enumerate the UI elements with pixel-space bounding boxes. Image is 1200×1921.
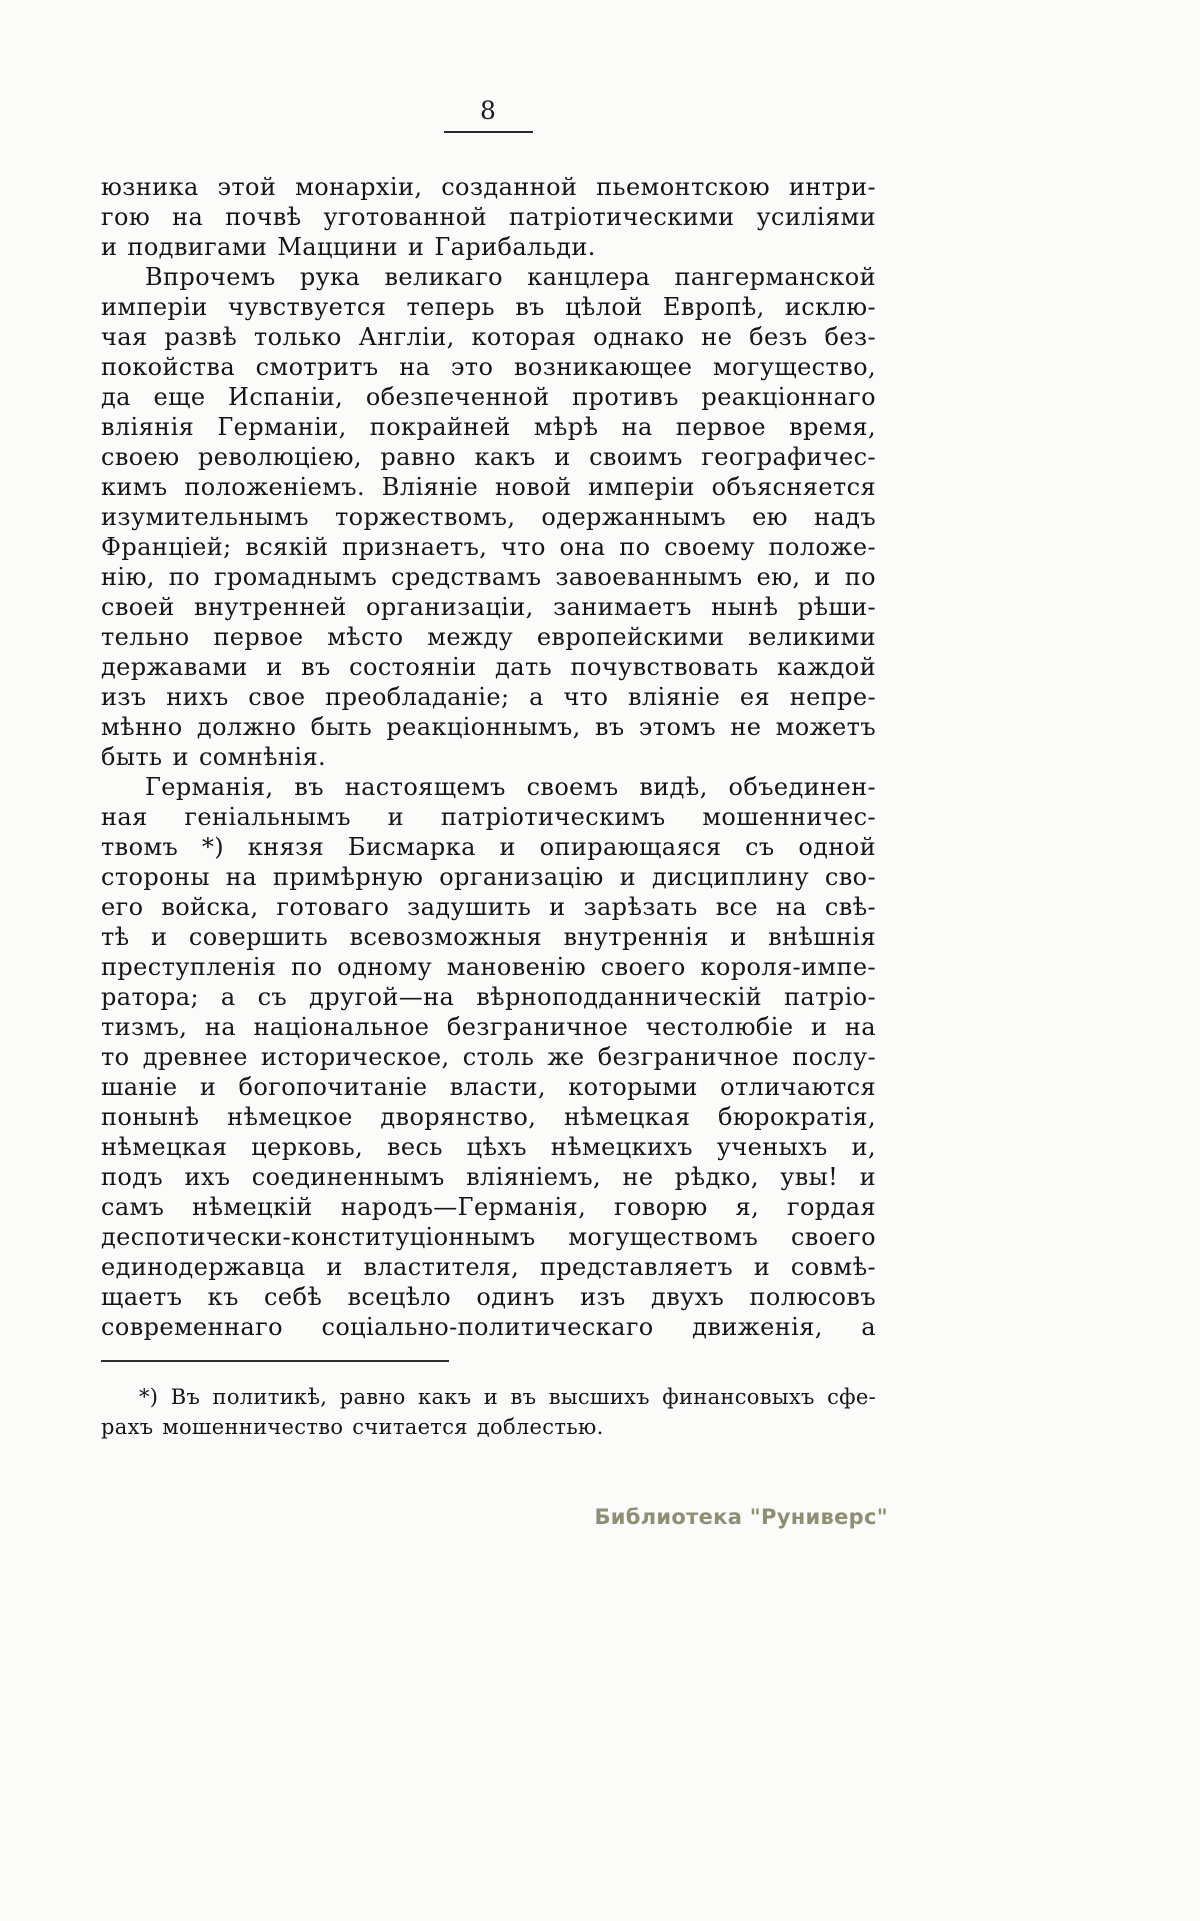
text-line: шаніе и богопочитаніе власти, которыми отличаются — [101, 1073, 876, 1101]
text-line: юзника этой монархіи, созданной пьемонтскою интри- — [101, 173, 876, 201]
text-line: современнаго соціально-политическаго движенія, а — [101, 1313, 876, 1341]
text-line: своей внутренней организаціи, занимаетъ нынѣ рѣши- — [101, 593, 876, 621]
text-line: преступленія по одному мановенію своего короля-импе- — [101, 953, 876, 981]
text-line: ратора; а съ другой—на вѣрноподданническій патріо- — [101, 983, 876, 1011]
text-line: гою на почвѣ уготованной патріотическими усиліями — [101, 203, 876, 231]
text-line: деспотически-конституціоннымъ могуществомъ своего — [101, 1223, 876, 1251]
text-line: щаетъ къ себѣ всецѣло одинъ изъ двухъ полюсовъ — [101, 1283, 876, 1311]
page-header — [101, 96, 876, 133]
text-line: и подвигами Маццини и Гарибальди. — [101, 233, 596, 261]
text-line: да еще Испаніи, обезпеченной противъ реакціоннаго — [101, 383, 876, 411]
text-line: изумительнымъ торжествомъ, одержаннымъ ею надъ — [101, 503, 876, 531]
text-line: его войска, готоваго задушить и зарѣзать все на свѣ- — [101, 893, 876, 921]
text-line: своею революціею, равно какъ и своимъ географичес- — [101, 443, 876, 471]
text-line: нію, по громаднымъ средствамъ завоеваннымъ ею, и по — [101, 563, 876, 591]
text-line: стороны на примѣрную организацію и дисциплину сво- — [101, 863, 876, 891]
body-text — [101, 172, 876, 1342]
text-line: понынѣ нѣмецкое дворянство, нѣмецкая бюрократія, — [101, 1103, 876, 1131]
page-number: 8 — [444, 96, 533, 133]
text-line: самъ нѣмецкій народъ—Германія, говорю я, гордая — [101, 1193, 876, 1221]
text-line: нѣмецкая церковь, весь цѣхъ нѣмецкихъ ученыхъ и, — [101, 1133, 876, 1161]
text-line: вліянія Германіи, покрайней мѣрѣ на первое время, — [101, 413, 876, 441]
text-line: тѣ и совершить всевозможныя внутреннія и внѣшнія — [101, 923, 876, 951]
text-line: Франціей; всякій признаетъ, что она по своему положе- — [101, 533, 876, 561]
text-line: изъ нихъ свое преобладаніе; а что вліяніе ея непре- — [101, 683, 876, 711]
text-line: покойства смотритъ на это возникающее могущество, — [101, 353, 876, 381]
text-line: Германія, въ настоящемъ своемъ видѣ, объединен- — [145, 773, 876, 801]
text-line: чая развѣ только Англіи, которая однако не безъ без- — [101, 323, 876, 351]
text-line: ная геніальнымъ и патріотическимъ мошенничес- — [101, 803, 876, 831]
text-line: единодержавца и властителя, представляетъ и совмѣ- — [101, 1253, 876, 1281]
text-line: подъ ихъ соединеннымъ вліяніемъ, не рѣдко, увы! и — [101, 1163, 876, 1191]
text-line: рахъ мошенничество считается доблестью. — [101, 1415, 604, 1439]
library-watermark: Библиотека "Руниверс" — [594, 1505, 888, 1529]
text-line: то древнее историческое, столь же безграничное послу- — [101, 1043, 876, 1071]
footnote-divider — [101, 1360, 449, 1362]
text-line: тизмъ, на національное безграничное честолюбіе и на — [101, 1013, 876, 1041]
text-line: быть и сомнѣнія. — [101, 743, 327, 771]
text-line: твомъ *) князя Бисмарка и опирающаяся съ одной — [101, 833, 876, 861]
text-line: имперіи чувствуется теперь въ цѣлой Европѣ, исклю- — [101, 293, 876, 321]
text-line: Впрочемъ рука великаго канцлера пангерманской — [145, 263, 876, 291]
text-line: державами и въ состояніи дать почувствовать каждой — [101, 653, 876, 681]
footnote — [101, 1382, 876, 1442]
text-line: *) Въ политикѣ, равно какъ и въ высшихъ финансовыхъ сфе- — [139, 1385, 876, 1409]
text-line: мѣнно должно быть реакціоннымъ, въ этомъ не можетъ — [101, 713, 876, 741]
text-line: кимъ положеніемъ. Вліяніе новой имперіи объясняется — [101, 473, 876, 501]
text-line: тельно первое мѣсто между европейскими великими — [101, 623, 876, 651]
